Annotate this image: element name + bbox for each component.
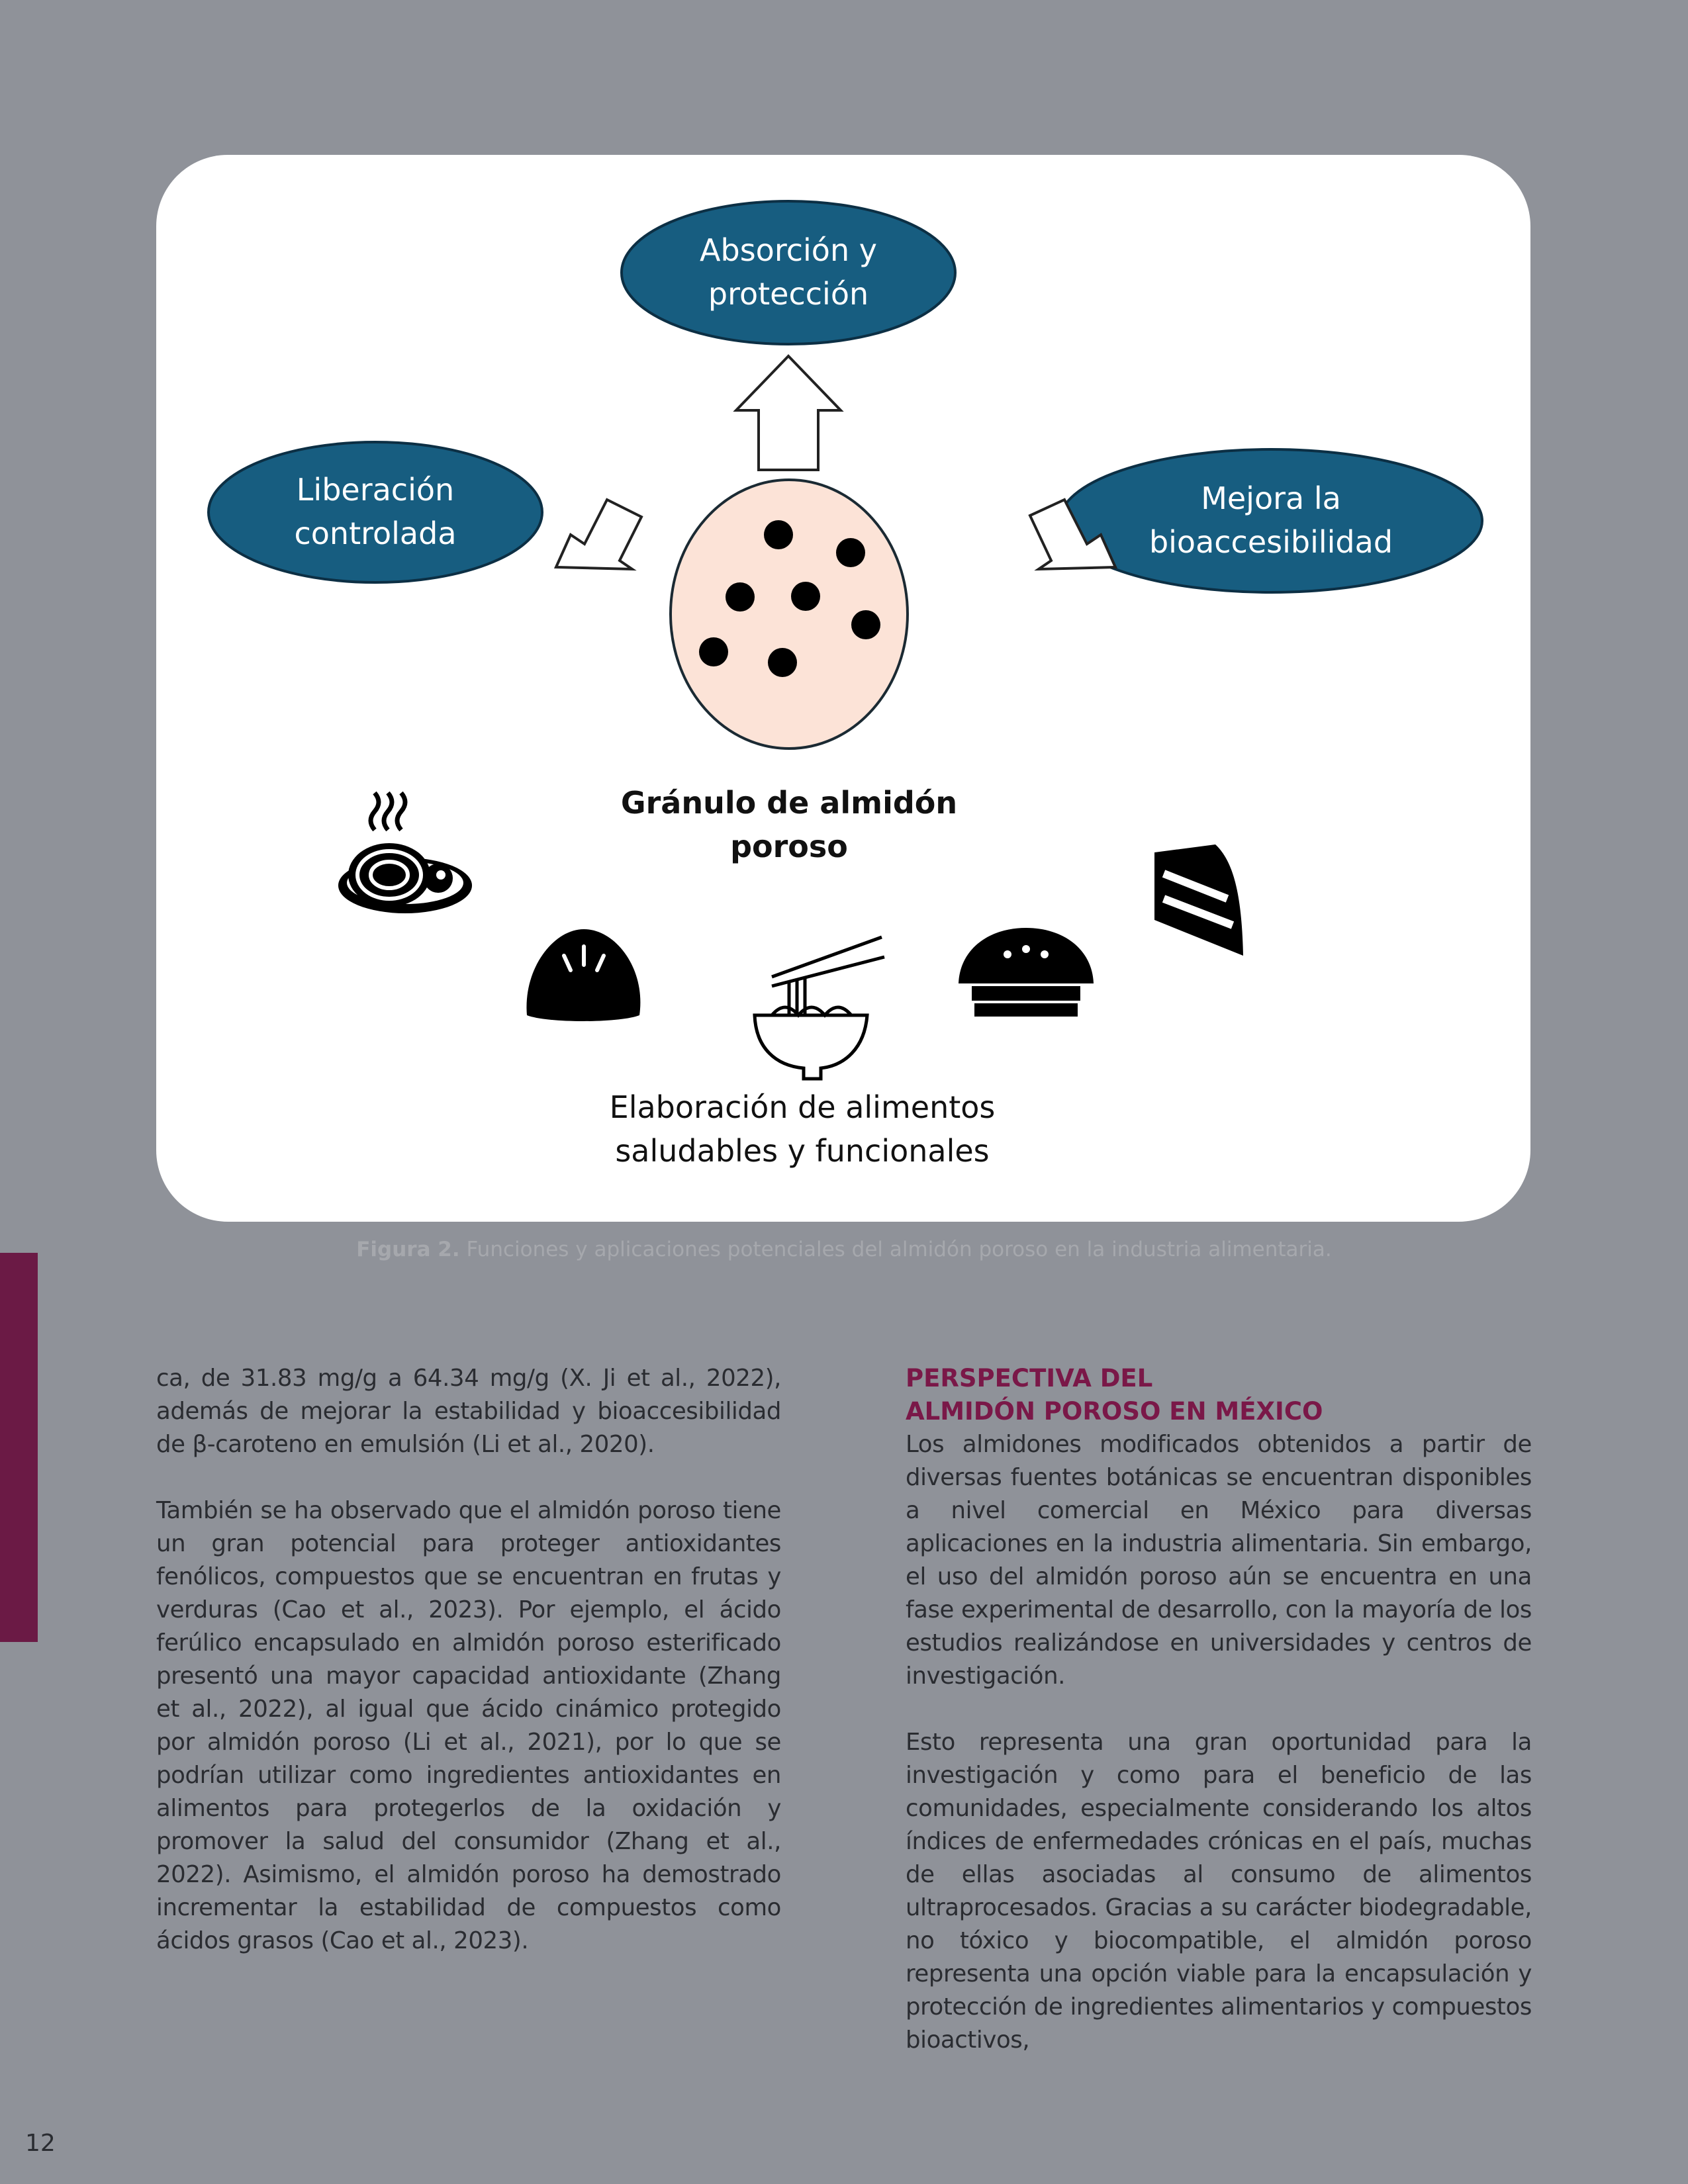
side-accent-bar: [0, 1253, 38, 1642]
figure-caption-prefix: Figura 2.: [356, 1238, 460, 1261]
cake-slice-icon: [1154, 844, 1243, 956]
page-number: 12: [25, 2130, 56, 2157]
left-ellipse-label: Liberación controlada: [294, 472, 457, 551]
figure-caption-text: Funciones y aplicaciones potenciales del almidón poroso en la industria alimentaria.: [466, 1238, 1332, 1261]
steamed-bun-icon: [526, 929, 640, 1021]
right-column: [906, 1362, 1532, 2090]
figure-panel: [156, 155, 1530, 1222]
right-ellipse-label: Mejora la bioaccesibilidad: [1149, 480, 1393, 560]
figure-caption: [0, 1238, 1688, 1261]
paragraph: También se ha observado que el almidón poroso tiene un gran potencial para proteger antioxidantes fenólicos, compuestos que se encuentran en frutas y verduras (Cao et al., 2023). Por ejemplo, el ácido ferúlico encapsulado en almidón poroso esterificado presentó una mayor capacidad antioxidante (Zhang et al., 2022), al igual que ácido cinámico protegido por almidón poroso (Li et al., 2021), por lo que se podrían utilizar como ingredientes antioxidantes en alimentos para protegerlos de la oxidación y promover la salud del consumidor (Zhang et al., 2022). Asimismo, el almidón poroso ha demostrado incrementar la estabilidad de compuestos como ácidos grasos (Cao et al., 2023).: [156, 1497, 781, 1954]
arrow-left-icon: [556, 500, 641, 569]
noodle-bowl-icon: [755, 937, 884, 1079]
food-applications-label: Elaboración de alimentos saludables y funcionales: [609, 1089, 996, 1169]
section-heading: PERSPECTIVA DEL ALMIDÓN POROSO EN MÉXICO: [906, 1364, 1323, 1426]
arrow-up-icon: [736, 356, 841, 470]
pie-icon: [959, 928, 1094, 1017]
granule-label: Gránulo de almidón poroso: [620, 785, 958, 864]
paragraph: Los almidones modificados obtenidos a partir de diversas fuentes botánicas se encuentran disponibles a nivel comercial en México para diversas aplicaciones en la industria alimentaria. Sin embargo, el uso del almidón poroso aún se encuentra en una fase experimental de desarrollo, con la mayoría de los estudios realizándose en universidades y centros de investigación.: [906, 1431, 1532, 1690]
pasta-plate-icon: [338, 793, 472, 913]
top-ellipse-label: Absorción y protección: [700, 232, 877, 312]
left-column: [156, 1362, 781, 1991]
paragraph: ca, de 31.83 mg/g a 64.34 mg/g (X. Ji et al., 2022), además de mejorar la estabilidad y bioaccesibilidad de β-caroteno en emulsión (Li et al., 2020).: [156, 1365, 781, 1458]
paragraph: Esto representa una gran oportunidad para la investigación y como para el beneficio de las comunidades, especialmente considerando los altos índices de enfermedades crónicas en el país, muchas de ellas asociadas al consumo de alimentos ultraprocesados. Gracias a su carácter biodegradable, no tóxico y biocompatible, el almidón poroso representa una opción viable para la encapsulación y protección de ingredientes alimentarios y compuestos bioactivos,: [906, 1729, 1532, 2054]
